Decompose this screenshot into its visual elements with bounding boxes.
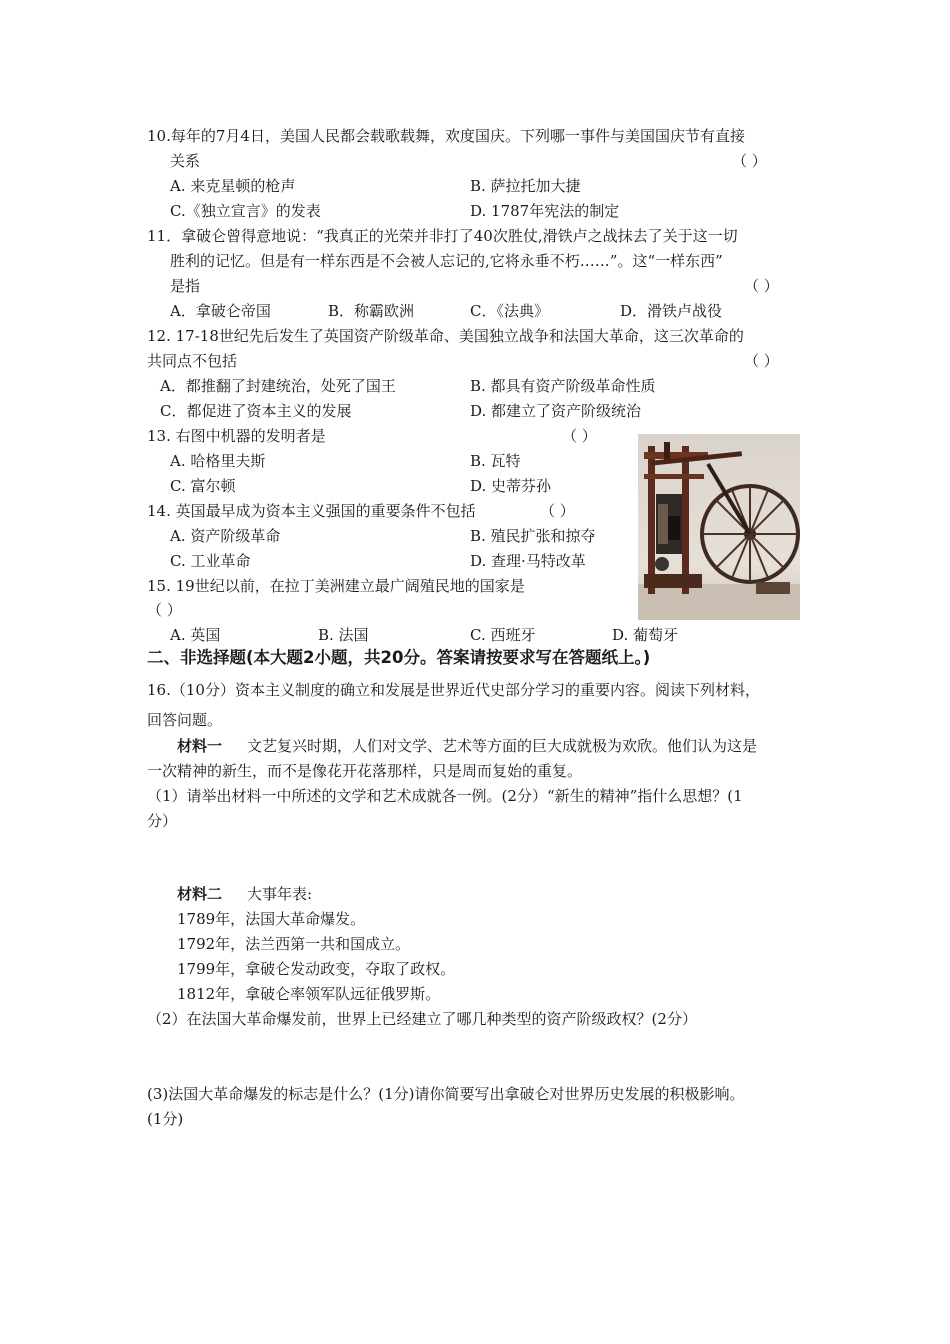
timeline-item: 1812年，拿破仑率领军队远征俄罗斯。 [177,985,441,1003]
material1-line1: 文艺复兴时期，人们对文学、艺术等方面的巨大成就极为欢欣。他们认为这是 [247,737,758,755]
q12-option-c: C．都促进了资本主义的发展 [160,402,352,420]
timeline-item: 1792年，法兰西第一共和国成立。 [177,935,411,953]
q12-stem-line1: 12. 17-18世纪先后发生了英国资产阶级革命、美国独立战争和法国大革命，这三次革命的 [147,327,744,345]
q14-option-b: B. 殖民扩张和掠夺 [470,527,596,545]
q15-option-a: A. 英国 [170,626,221,644]
section2-heading: 二、非选择题(本大题2小题，共20分。答案请按要求写在答题纸上。) [147,648,651,667]
subquestion2: （2）在法国大革命爆发前，世界上已经建立了哪几种类型的资产阶级政权？(2分） [147,1010,697,1028]
subquestion1-line2: 分） [147,812,178,830]
q10-option-a: A. 来克星顿的枪声 [170,177,296,195]
q16-stem-line1: 16.（10分）资本主义制度的确立和发展是世界近代史部分学习的重要内容。阅读下列材料， [147,681,760,699]
q10-stem-line1: 10.每年的7月4日，美国人民都会载歌载舞，欢度国庆。下列哪一事件与美国国庆节有直接 [147,127,745,145]
q13-option-c: C. 富尔顿 [170,477,236,495]
q15-stem: 15. 19世纪以前，在拉丁美洲建立最广阔殖民地的国家是 [147,577,525,595]
q11-stem-line3: 是指 [170,277,201,295]
material1-label: 材料一 [177,737,223,755]
q10-stem-line2: 关系 [170,152,201,170]
q15-option-c: C. 西班牙 [470,626,536,644]
material2-label: 材料二 [177,885,223,903]
q11-option-c: C．《法典》 [470,302,549,320]
q13-option-d: D. 史蒂芬孙 [470,477,552,495]
q13-stem: 13. 右图中机器的发明者是 [147,427,326,445]
q16-stem-line2: 回答问题。 [147,711,223,729]
q14-answer-paren: （ ） [540,502,575,520]
steam-engine-photo [638,434,800,620]
q13-option-a: A. 哈格里夫斯 [170,452,266,470]
material2-title: 大事年表: [247,885,313,903]
q11-option-d: D．滑铁卢战役 [620,302,723,320]
q11-stem-line1: 11．拿破仑曾得意地说：“我真正的光荣并非打了40次胜仗,滑铁卢之战抹去了关于这一切 [147,227,738,245]
q15-answer-paren: （ ） [147,601,182,619]
subquestion3-line1: (3)法国大革命爆发的标志是什么？(1分)请你简要写出拿破仑对世界历史发展的积极影响。 [147,1085,745,1103]
q14-option-a: A. 资产阶级革命 [170,527,281,545]
timeline-item: 1799年，拿破仑发动政变，夺取了政权。 [177,960,456,978]
q10-option-c: C.《独立宣言》的发表 [170,202,321,220]
q14-option-c: C. 工业革命 [170,552,251,570]
q12-stem-line2: 共同点不包括 [147,352,238,370]
material1-line2: 一次精神的新生，而不是像花开花落那样，只是周而复始的重复。 [147,762,583,780]
q14-option-d: D. 查理·马特改革 [470,552,586,570]
q11-option-b: B．称霸欧洲 [328,302,415,320]
q11-stem-line2: 胜利的记忆。但是有一样东西是不会被人忘记的,它将永垂不朽……”。这“一样东西” [170,252,723,270]
subquestion1-line1: （1）请举出材料一中所述的文学和艺术成就各一例。(2分）“新生的精神”指什么思想？(1 [147,787,743,805]
q13-answer-paren: （ ） [562,427,597,445]
q12-option-a: A．都推翻了封建统治，处死了国王 [160,377,396,395]
q15-option-d: D. 葡萄牙 [612,626,679,644]
q12-option-d: D. 都建立了资产阶级统治 [470,402,642,420]
subquestion3-line2: (1分) [147,1110,184,1128]
q10-option-d: D. 1787年宪法的制定 [470,202,620,220]
q15-option-b: B. 法国 [318,626,369,644]
timeline-item: 1789年，法国大革命爆发。 [177,910,366,928]
q14-stem: 14. 英国最早成为资本主义强国的重要条件不包括 [147,502,476,520]
q10-answer-paren: （ ） [732,152,767,170]
q11-answer-paren: （ ） [744,277,779,295]
q12-answer-paren: （ ） [744,352,779,370]
q10-option-b: B. 萨拉托加大捷 [470,177,581,195]
q12-option-b: B. 都具有资产阶级革命性质 [470,377,656,395]
q11-option-a: A．拿破仑帝国 [170,302,271,320]
q13-option-b: B. 瓦特 [470,452,521,470]
